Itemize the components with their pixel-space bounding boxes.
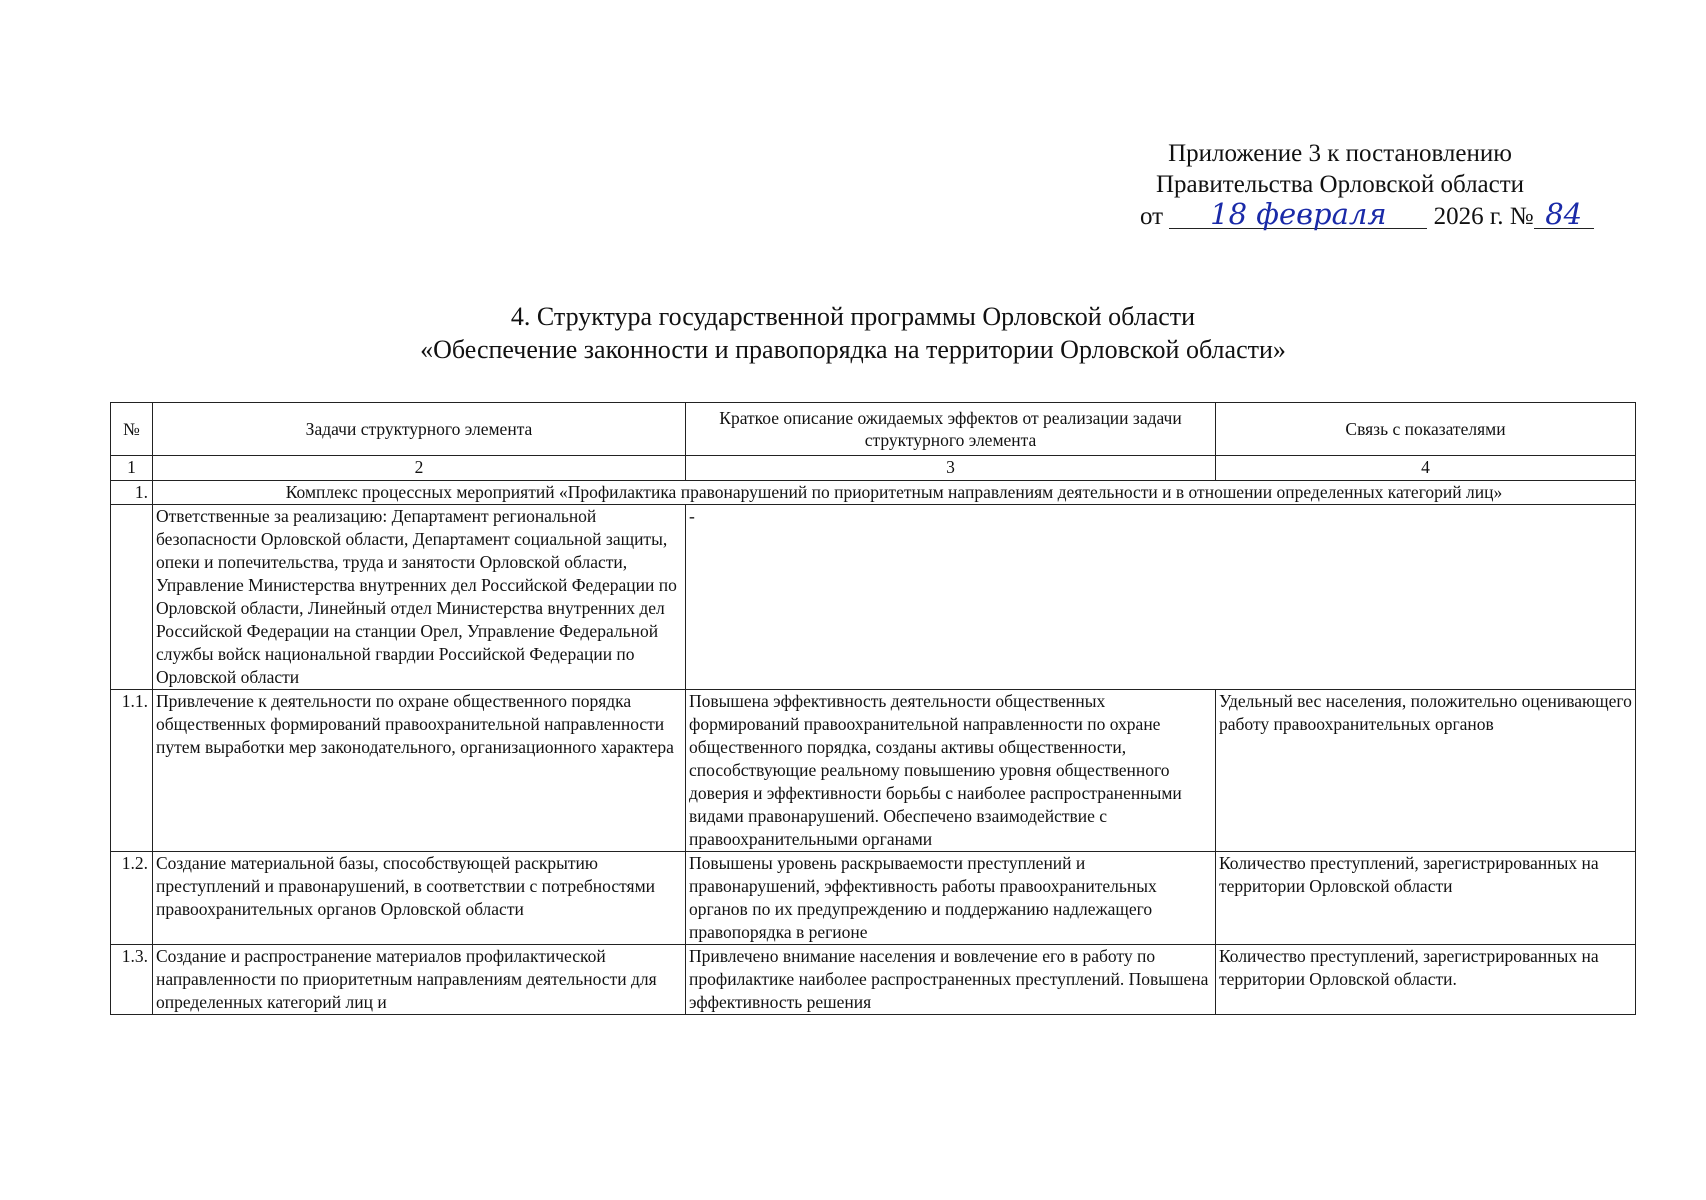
section-row bbox=[111, 481, 1636, 505]
column-number: 1 bbox=[111, 456, 153, 481]
appendix-date-line bbox=[1080, 197, 1600, 232]
title-line-2: «Обеспечение законности и правопорядка на территории Орловской области» bbox=[420, 335, 1286, 364]
column-number-row bbox=[111, 456, 1636, 481]
dash: - bbox=[689, 506, 695, 526]
column-number: 4 bbox=[1216, 456, 1636, 481]
section-number: 1. bbox=[111, 481, 153, 505]
row-task: Создание материальной базы, способствующей раскрытию преступлений и правонарушений, в соответствии с потребностями правоохранительных органов Орловской области bbox=[153, 852, 686, 945]
row-indicator: Количество преступлений, зарегистрированных на территории Орловской области bbox=[1216, 852, 1636, 945]
column-number: 3 bbox=[686, 456, 1216, 481]
row-indicator: Количество преступлений, зарегистрированных на территории Орловской области. bbox=[1216, 945, 1636, 1015]
table-row bbox=[111, 852, 1636, 945]
appendix-block bbox=[1080, 138, 1600, 232]
table-row bbox=[111, 690, 1636, 852]
title-line-1: 4. Структура государственной программы Орловской области bbox=[510, 302, 1196, 331]
row-number: 1.2. bbox=[111, 852, 153, 945]
appendix-line-2: Правительства Орловской области bbox=[1155, 171, 1525, 198]
header-row bbox=[111, 403, 1636, 456]
row-effect: Привлечено внимание населения и вовлечение его в работу по профилактике наиболее распространенных преступлений. Повышена эффективность решения bbox=[686, 945, 1216, 1015]
row-task: Создание и распространение материалов профилактической направленности по приоритетным направлениям деятельности для определенных категорий лиц и bbox=[153, 945, 686, 1015]
row-effect: Повышены уровень раскрываемости преступлений и правонарушений, эффективность работы правоохранительных органов по их предупреждению и поддержанию надлежащего правопорядка в регионе bbox=[686, 852, 1216, 945]
header-tasks: Задачи структурного элемента bbox=[153, 403, 686, 456]
row-effect: Повышена эффективность деятельности общественных формирований правоохранительной направленности по охране общественного порядка, созданы активы общественности, способствующие реальному повышению уровня общественного доверия и эффективности борьбы с наиболее распространенными видами правонарушений. Обеспечено взаимодействие с правоохранительными органами bbox=[686, 690, 1216, 852]
row-number: 1.3. bbox=[111, 945, 153, 1015]
column-number: 2 bbox=[153, 456, 686, 481]
row-indicator: Удельный вес населения, положительно оценивающего работу правоохранительных органов bbox=[1216, 690, 1636, 852]
header-indicators: Связь с показателями bbox=[1216, 403, 1636, 456]
handwritten-date: 18 февраля bbox=[1169, 200, 1427, 229]
date-prefix: от bbox=[1140, 203, 1164, 230]
responsible-row bbox=[111, 505, 1636, 690]
row-task: Привлечение к деятельности по охране общественного порядка общественных формирований правоохранительной направленности путем выработки мер законодательного, организационного характера bbox=[153, 690, 686, 852]
table-row bbox=[111, 945, 1636, 1015]
row-number: 1.1. bbox=[111, 690, 153, 852]
header-number: № bbox=[111, 403, 153, 456]
appendix-line-1: Приложение 3 к постановлению bbox=[1168, 140, 1512, 167]
document-title bbox=[0, 300, 1706, 366]
empty-cell bbox=[111, 505, 153, 690]
section-label: Комплекс процессных мероприятий «Профилактика правонарушений по приоритетным направлениям деятельности и в отношении определенных категорий лиц» bbox=[153, 481, 1636, 505]
responsible-text: Ответственные за реализацию: Департамент региональной безопасности Орловской области, Департамент социальной защиты, опеки и попечительства, труда и занятости Орловской области, Управление Министерства внутренних дел Российской Федерации по Орловской области, Линейный отдел Министерства внутренних дел Российской Федерации на станции Орел, Управление Федеральной службы войск национальной гвардии Российской Федерации по Орловской области bbox=[153, 505, 686, 690]
responsible-dash-cell bbox=[686, 505, 1636, 690]
handwritten-number: 84 bbox=[1534, 200, 1594, 229]
year-and-number-label: 2026 г. № bbox=[1433, 203, 1534, 230]
structure-table bbox=[110, 402, 1636, 1015]
header-effects: Краткое описание ожидаемых эффектов от реализации задачи структурного элемента bbox=[686, 403, 1216, 456]
